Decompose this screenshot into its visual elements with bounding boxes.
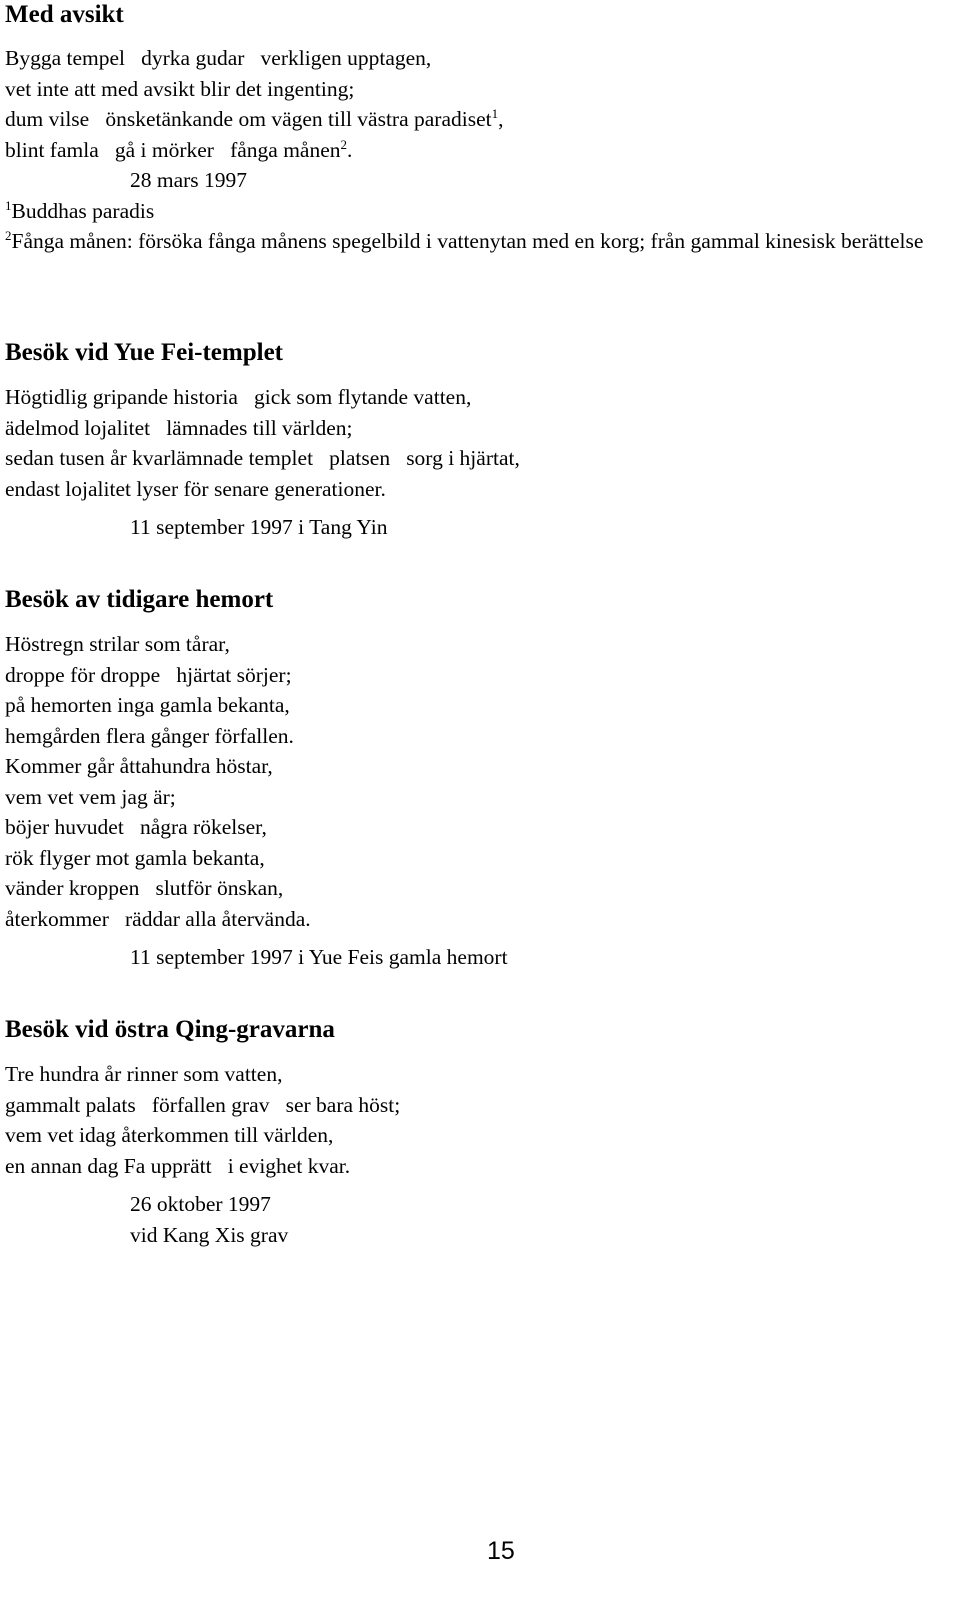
footnote-marker: 2 xyxy=(5,227,12,243)
poem-title: Besök vid Yue Fei-templet xyxy=(5,339,283,366)
poem-line: sedan tusen år kvarlämnade templet platsen sorg i hjärtat, xyxy=(5,446,520,470)
poem-line: på hemorten inga gamla bekanta, xyxy=(5,693,290,717)
poem-title: Besök vid östra Qing-gravarna xyxy=(5,1016,335,1043)
poem-line: Tre hundra år rinner som vatten, xyxy=(5,1062,283,1086)
poem-line: återkommer räddar alla återvända. xyxy=(5,906,311,931)
poem-line: rök flyger mot gamla bekanta, xyxy=(5,845,265,870)
poem-date: 11 september 1997 i Yue Feis gamla hemort xyxy=(130,945,508,969)
poem-date: 26 oktober 1997 xyxy=(130,1192,271,1216)
footnote xyxy=(5,226,940,257)
poem-body xyxy=(5,43,940,257)
poem-line: vem vet idag återkommen till världen, xyxy=(5,1123,334,1147)
poem-line-text: blint famla gå i mörker fånga månen xyxy=(5,137,341,162)
footnote-text: Buddhas paradis xyxy=(11,198,155,223)
poem-line: vem vet vem jag är; xyxy=(5,784,176,809)
poem-body xyxy=(5,629,508,973)
footnote-marker: 1 xyxy=(491,105,499,121)
poem-place: vid Kang Xis grav xyxy=(130,1222,289,1247)
punctuation: . xyxy=(347,137,353,162)
punctuation: , xyxy=(498,107,504,131)
poem-line: gammalt palats förfallen grav ser bara höst; xyxy=(5,1092,401,1117)
poem-line: Kommer går åttahundra höstar, xyxy=(5,754,273,778)
page-number: 15 xyxy=(487,1537,515,1565)
footnote-marker: 2 xyxy=(340,136,348,152)
poem-line: vet inte att med avsikt blir det ingenting; xyxy=(5,76,355,101)
poem-body xyxy=(5,1059,400,1250)
poem-title: Med avsikt xyxy=(5,1,124,28)
footnote-text: Fånga månen: försöka fånga månens spegelbild i vattenytan med en korg; från gammal kinesisk berättelse xyxy=(11,229,924,253)
poem-line: Högtidlig gripande historia gick som flytande vatten, xyxy=(5,385,472,409)
poem-line: Höstregn strilar som tårar, xyxy=(5,632,230,656)
poem-line: hemgården flera gånger förfallen. xyxy=(5,723,294,748)
poem-body xyxy=(5,382,520,543)
poem-line xyxy=(5,135,940,166)
poem-line-text: dum vilse önsketänkande om vägen till västra paradiset xyxy=(5,107,492,131)
poem-date: 28 mars 1997 xyxy=(130,168,248,192)
poem-line: en annan dag Fa upprätt i evighet kvar. xyxy=(5,1153,351,1178)
poem-line: droppe för droppe hjärtat sörjer; xyxy=(5,662,292,687)
footnote-marker: 1 xyxy=(5,197,12,213)
poem-title: Besök av tidigare hemort xyxy=(5,586,274,613)
poem-line: böjer huvudet några rökelser, xyxy=(5,815,267,839)
poem-line: ädelmod lojalitet lämnades till världen; xyxy=(5,415,353,440)
poem-line: Bygga tempel dyrka gudar verkligen upptagen, xyxy=(5,46,432,70)
poem-line: endast lojalitet lyser för senare generationer. xyxy=(5,476,386,501)
poem-line: vänder kroppen slutför önskan, xyxy=(5,876,284,900)
poem-line xyxy=(5,104,940,135)
poem-date: 11 september 1997 i Tang Yin xyxy=(130,515,388,539)
footnote xyxy=(5,196,940,227)
